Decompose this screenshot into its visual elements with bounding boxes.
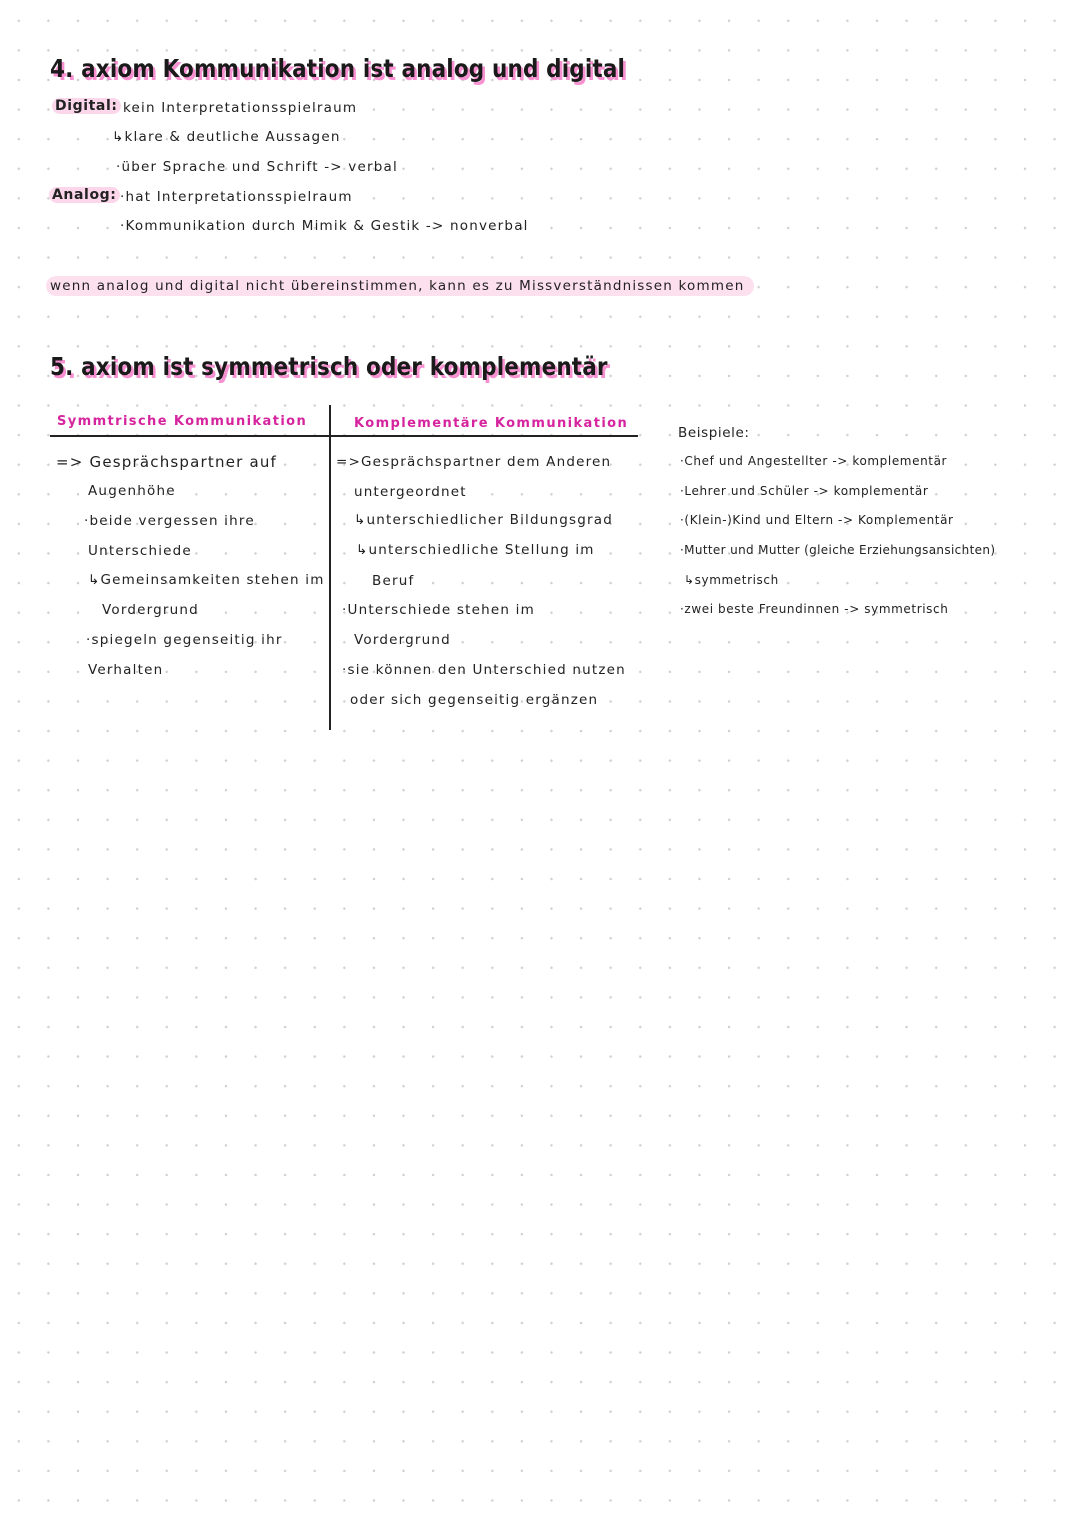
table-column-divider [329,405,331,730]
left-line: Unterschiede [88,543,192,559]
right-line: ·sie können den Unterschied nutzen [342,662,626,678]
left-line: Vordergrund [102,602,199,618]
section4-title: 4. axiom Kommunikation ist analog und digital [50,54,626,83]
example-item: ·zwei beste Freundinnen -> symmetrisch [680,602,949,616]
left-line: => Gesprächspartner auf [56,453,278,471]
analog-line-1: ·hat Interpretationsspielraum [120,189,353,205]
digital-line-3: ·über Sprache und Schrift -> verbal [116,159,398,175]
right-line: ↳unterschiedlicher Bildungsgrad [354,512,614,528]
left-line: ·beide vergessen ihre [84,513,255,529]
example-item: ·(Klein-)Kind und Eltern -> Komplementär [680,513,954,527]
left-line: Augenhöhe [88,483,176,499]
example-item: ·Lehrer und Schüler -> komplementär [680,484,929,498]
right-line: Beruf [372,573,415,589]
digital-label: Digital: [52,98,121,114]
right-column-header: Komplementäre Kommunikation [354,416,629,431]
right-line: ·Unterschiede stehen im [342,602,535,618]
right-line: =>Gesprächspartner dem Anderen [336,454,612,470]
examples-header: Beispiele: [678,425,750,441]
left-line: ·spiegeln gegenseitig ihr [86,632,283,648]
right-line: oder sich gegenseitig ergänzen [350,692,599,708]
digital-line-1: · kein Interpretationsspielraum [112,100,358,116]
example-item: ·Chef und Angestellter -> komplementär [680,454,948,468]
left-column-header: Symmtrische Kommunikation [57,414,308,429]
left-line: ↳Gemeinsamkeiten stehen im [88,572,325,588]
example-item: ↳symmetrisch [684,573,779,587]
analog-line-2: ·Kommunikation durch Mimik & Gestik -> nonverbal [120,218,529,234]
right-line: Vordergrund [354,632,451,648]
right-line: ↳unterschiedliche Stellung im [356,542,595,558]
left-line: Verhalten [88,662,164,678]
digital-line-2: ↳klare & deutliche Aussagen [112,129,341,145]
section5-title: 5. axiom ist symmetrisch oder komplementär [50,352,608,381]
example-item: ·Mutter und Mutter (gleiche Erziehungsansichten) [680,543,996,557]
section4-note: wenn analog und digital nicht übereinstimmen, kann es zu Missverständnissen kommen [46,276,754,296]
analog-label: Analog: [49,187,120,203]
right-line: untergeordnet [354,484,467,500]
table-header-divider [50,435,638,437]
